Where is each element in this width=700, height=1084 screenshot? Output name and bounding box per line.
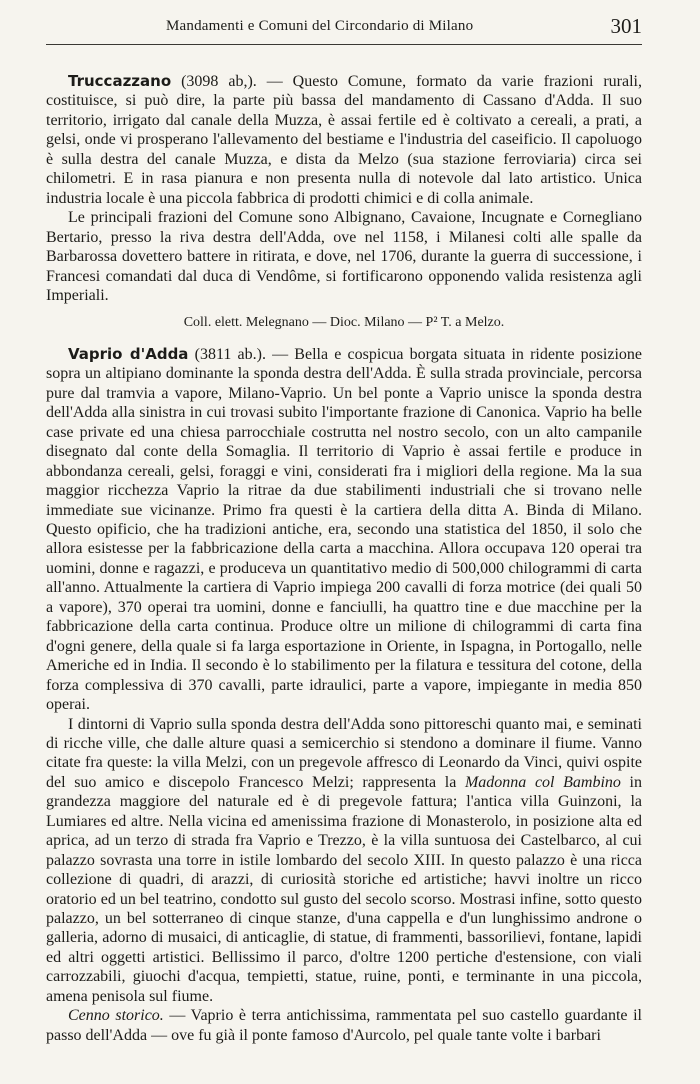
running-head: Mandamenti e Comuni del Circondario di Milano	[166, 18, 474, 34]
artwork-title: Madonna col Bambino	[464, 773, 621, 791]
vaprio-paragraph-3-text: — Vaprio è terra antichissima, rammentata pel suo castello guardante il passo dell'Adda — ove fu già il ponte famoso d'Aurcolo, pel quale tante volte i barbari	[46, 1007, 642, 1044]
vaprio-paragraph-1	[46, 345, 642, 715]
body-text	[46, 72, 642, 1045]
truccazzano-paragraph-1	[46, 72, 642, 208]
entry-name-vaprio: Vaprio d'Adda	[68, 344, 189, 363]
page-header	[46, 14, 642, 45]
vaprio-paragraph-2-text-a: I dintorni di Vaprio sulla sponda destra dell'Adda sono pittoreschi quanto mai, e seminati di ricche ville, che dalle alture quasi a semicerchio si stendono a dominare il fiume. Vanno citate fra queste: la villa Melzi, con un pregevole affresco di Leonardo da Vinci, quivi ospite del suo amico e discepolo Francesco Melzi; rappresenta la	[46, 715, 642, 791]
vaprio-paragraph-3	[46, 1006, 642, 1045]
entry-name-truccazzano: Truccazzano	[68, 72, 172, 90]
truccazzano-paragraph-1-text: (3098 ab,). — Questo Comune, formato da varie frazioni rurali, costituisce, si può dire, la parte più bassa del mandamento di Cassano d'Adda. Il suo territorio, irrigato dal canale della Muzza, è assai fertile ed è coltivato a cereali, a prati, a gelsi, onde vi prosperano l'allevamento del bestiame e l'industria del caseificio. Il capoluogo è sulla destra del canale Muzza, e dista da Melzo (sua stazione ferroviaria) circa sei chilometri. E in rasa pianura e non presenta nulla di notevole dal lato artistico. Unica industria locale è una piccola fabbrica di prodotti chimici e di colla animale.	[46, 73, 642, 207]
section-heading-cenno-storico: Cenno storico.	[68, 1007, 164, 1025]
page-number: 301	[610, 14, 642, 38]
vaprio-paragraph-2	[46, 715, 642, 1007]
vaprio-paragraph-1-text: (3811 ab.). — Bella e cospicua borgata situata in ridente posizione sopra un altipiano dominante la sponda destra dell'Adda. È sulla strada provinciale, percorsa pure dal tramvia a vapore, Milano-Vaprio. Un bel ponte a Vaprio unisce la sponda destra dell'Adda alla sinistra in cui trovasi subito l'importante frazione di Canonica. Vaprio ha belle case private ed una chiesa parrocchiale costrutta nel nostro secolo, con un alto campanile disegnato dal conte della Somaglia. Il territorio di Vaprio è assai fertile e produce in abbondanza cereali, gelsi, foraggi e vini, considerati fra i migliori della regione. Ma la sua maggior ricchezza Vaprio la ritrae da due stabilimenti industriali che si trovano nelle immediate sue vicinanze. Primo fra questi è la cartiera della ditta A. Binda di Milano. Questo opificio, che ha tradizioni antiche, era, secondo una statistica del 1850, il solo che allora esistesse per la fabbricazione della carta a macchina. Allora occupava 120 operai tra uomini, donne e ragazzi, e produceva un quantitativo medio di 500,000 chilogrammi di carta all'anno. Attualmente la cartiera di Vaprio impiega 200 cavalli di forza motrice (dei quali 50 a vapore), 370 operai tra uomini, donne e fanciulli, ha quattro tine e due macchine per la fabbricazione della carta continua. Produce oltre un milione di chilogrammi di carta fina d'ogni genere, della quale si fa larga esportazione in Oriente, in Ispagna, in Portogallo, nelle Americhe ed in India. Il secondo è lo stabilimento per la filatura e tessitura del cotone, della forza complessiva di 370 cavalli, parte idraulici, parte a vapore, impiegante in media 850 operai.	[46, 345, 643, 714]
truccazzano-admin-note: Coll. elett. Melegnano — Dioc. Milano — P² T. a Melzo.	[183, 315, 505, 331]
truccazzano-paragraph-2: Le principali frazioni del Comune sono Albignano, Cavaione, Incugnate e Cornegliano Bertario, presso la riva destra dell'Adda, ove nel 1158, i Milanesi colti alle spalle da Barbarossa dovettero battere in ritirata, e dove, nel 1706, durante la guerra di successione, i Francesi comandati dal duca di Vendôme, si fortificarono opponendo valida resistenza agli Imperiali.	[46, 209, 642, 304]
vaprio-paragraph-2-text-b: in grandezza maggiore del naturale ed è di pregevole fattura; l'antica villa Guinzoni, la Lumiares ed altre. Nella vicina ed amenissima frazione di Monasterolo, in posizione alta ed aprica, ad un terzo di strada fra Vaprio e Trezzo, è la villa suntuosa dei Castelbarco, al cui palazzo sovrasta una torre in istile lombardo del secolo XIII. In questo palazzo è una ricca collezione di quadri, di arazzi, di curiosità storiche ed artistiche; havvi inoltre un ricco oratorio ed un bel teatrino, condotto sul gusto del secolo scorso. Mostrasi infine, sotto questo palazzo, un bel sotterraneo di cinque stanze, d'una cappella e d'un lunghissimo androne o galleria, adorno di musaici, di anticaglie, di statue, di frammenti, bassorilievi, fontane, lapidi ed altri oggetti artistici. Bellissimo il parco, d'oltre 1200 pertiche d'estensione, con viali carrozzabili, giuochi d'acqua, tempietti, statue, ruine, ponti, e terminante in una piccola, amena penisola sul fiume.	[46, 773, 642, 1005]
